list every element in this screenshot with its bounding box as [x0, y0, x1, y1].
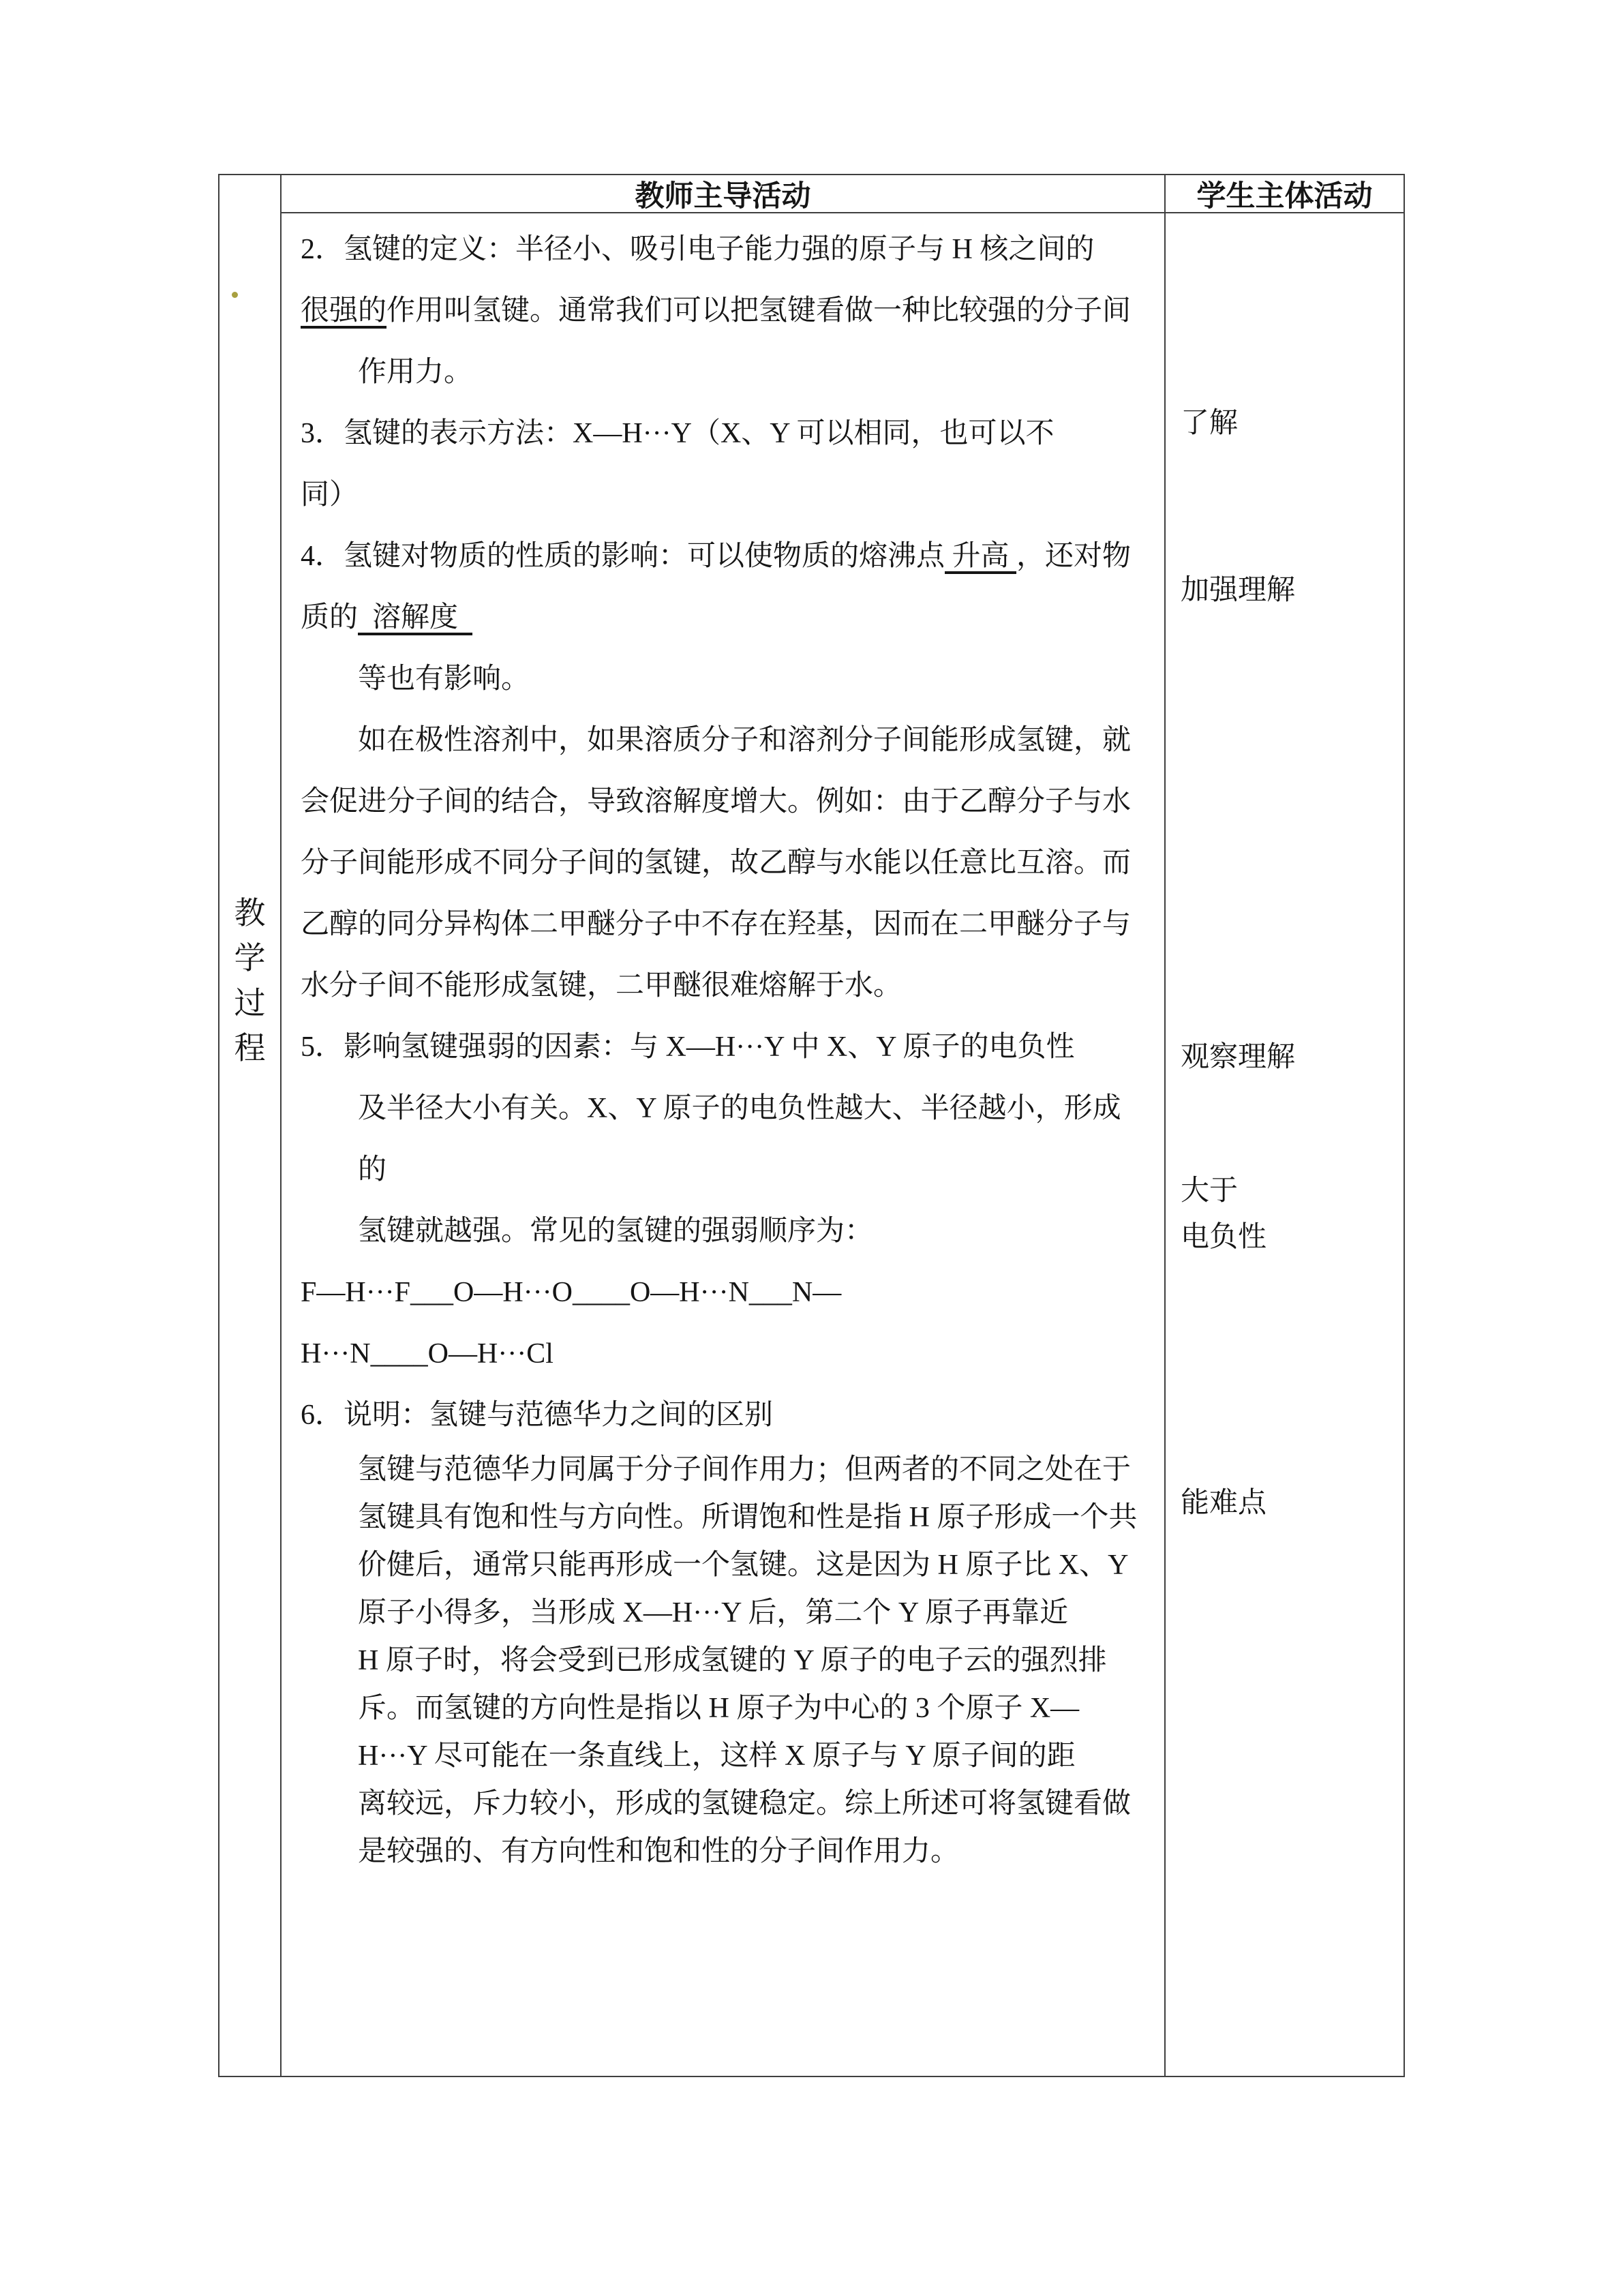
text-line [301, 280, 1148, 342]
vertical-label-char: 教 [234, 896, 266, 931]
student-note: 加强理解 [1181, 575, 1296, 606]
text-segment: H···N [301, 1338, 371, 1370]
text-segment: 及半径大小有关。X、Y 原子的电负性越大、半径越小，形成的 [358, 1093, 1121, 1185]
text-line [301, 587, 1148, 648]
text-segment: ____ [572, 1277, 630, 1308]
text-segment: 如在极性溶剂中，如果溶质分子和溶剂分子间能形成氢键，就 [358, 725, 1132, 756]
text-segment: 斥。而氢键的方向性是指以 H 原子为中心的 3 个原子 X— [358, 1693, 1080, 1724]
teacher-activity-header: 教师主导活动 [282, 175, 1164, 213]
left-column-label [219, 891, 280, 1071]
student-note: 能难点 [1181, 1487, 1267, 1519]
text-line [301, 710, 1148, 771]
text-segment: 3．氢键的表示方法：X—H···Y（X、Y 可以相同，也可以不 [301, 418, 1055, 449]
underlined-text: 升高 [945, 541, 1017, 572]
text-line [301, 1200, 1148, 1262]
text-segment: 分子间能形成不同分子间的氢键，故乙醇与水能以任意比互溶。而 [301, 847, 1132, 879]
text-segment: 作用叫氢键。通常我们可以把氢键看做一种比较强的分子间 [386, 295, 1132, 327]
text-line [301, 526, 1148, 587]
student-note: 观察理解 [1181, 1042, 1296, 1073]
student-activity-column [1166, 175, 1404, 2076]
text-segment: 4．氢键对物质的性质的影响：可以使物质的熔沸点 [301, 541, 945, 572]
text-segment: 价健后，通常只能再形成一个氢键。这是因为 H 原子比 X、Y [358, 1550, 1129, 1581]
teaching-process-column [219, 175, 282, 2076]
text-segment: 5．影响氢键强弱的因素：与 X—H···Y 中 X、Y 原子的电负性 [301, 1031, 1075, 1063]
text-segment: 氢键与范德华力同属于分子间作用力；但两者的不同之处在于 [358, 1454, 1132, 1485]
text-line [301, 1828, 1148, 1875]
text-line [301, 1078, 1148, 1200]
vertical-label-char: 程 [234, 1031, 266, 1066]
text-line [301, 342, 1148, 403]
text-line [301, 1732, 1148, 1780]
student-notes-area [1166, 213, 1404, 2076]
text-line [301, 771, 1148, 832]
text-segment: O—H···N [629, 1277, 749, 1308]
text-segment: 离较远，斥力较小，形成的氢键稳定。综上所述可将氢键看做 [358, 1788, 1132, 1819]
stray-mark-dot [232, 292, 238, 298]
text-segment: 2．氢键的定义：半径小、吸引电子能力强的原子与 H 核之间的 [301, 234, 1095, 265]
text-line [301, 832, 1148, 894]
text-segment: ___ [410, 1277, 454, 1308]
text-segment: 水分子间不能形成氢键，二甲醚很难熔解于水。 [301, 970, 902, 1001]
text-segment: 同） [301, 479, 359, 511]
teacher-activity-body [282, 213, 1164, 1875]
text-line [301, 1541, 1148, 1589]
text-segment: ___ [748, 1277, 792, 1308]
text-segment: 6．说明：氢键与范德华力之间的区别 [301, 1400, 774, 1431]
vertical-label-char: 过 [234, 986, 266, 1021]
text-line [301, 1494, 1148, 1541]
text-segment: 乙醇的同分异构体二甲醚分子中不存在羟基，因而在二甲醚分子与 [301, 909, 1132, 940]
text-line [301, 1016, 1148, 1078]
text-line [301, 1637, 1148, 1685]
text-line [301, 955, 1148, 1016]
text-segment: H···Y 尽可能在一条直线上，这样 X 原子与 Y 原子间的距 [358, 1740, 1076, 1772]
text-line [301, 648, 1148, 710]
text-segment: ，还对物 [1016, 541, 1132, 572]
student-note: 大于 [1181, 1175, 1239, 1207]
text-segment: F—H···F [301, 1277, 411, 1308]
student-note: 电负性 [1181, 1222, 1267, 1253]
underlined-text: 很强的 [301, 295, 387, 327]
text-segment: 氢键就越强。常见的氢键的强弱顺序为： [358, 1215, 874, 1247]
text-line [301, 1685, 1148, 1732]
text-segment: ____ [370, 1338, 428, 1370]
text-line [301, 1589, 1148, 1637]
text-segment: O—H···Cl [427, 1338, 553, 1370]
text-segment: 原子小得多，当形成 X—H···Y 后，第二个 Y 原子再靠近 [358, 1597, 1069, 1629]
text-line [301, 894, 1148, 955]
text-segment: N— [791, 1277, 842, 1308]
student-note: 了解 [1181, 408, 1239, 439]
text-line [301, 1323, 1148, 1385]
text-segment: 作用力。 [358, 357, 473, 388]
teacher-activity-column [282, 175, 1166, 2076]
text-line [301, 219, 1148, 280]
text-segment: O—H···O [453, 1277, 573, 1308]
vertical-label-char: 学 [234, 941, 266, 976]
text-line [301, 1262, 1148, 1323]
text-line [301, 1385, 1148, 1446]
text-segment: H 原子时，将会受到已形成氢键的 Y 原子的电子云的强烈排 [358, 1645, 1107, 1676]
text-segment: 质的 [301, 602, 359, 633]
text-line [301, 1780, 1148, 1828]
text-segment: 氢键具有饱和性与方向性。所谓饱和性是指 H 原子形成一个共 [358, 1502, 1138, 1533]
text-segment: 会促进分子间的结合，导致溶解度增大。例如：由于乙醇分子与水 [301, 786, 1132, 817]
text-segment: 是较强的、有方向性和饱和性的分子间作用力。 [358, 1836, 960, 1867]
underlined-text: 溶解度 [358, 602, 473, 633]
student-activity-header: 学生主体活动 [1166, 175, 1404, 213]
text-line [301, 1446, 1148, 1494]
lesson-plan-table [218, 174, 1405, 2077]
text-segment: 等也有影响。 [358, 663, 530, 695]
text-line [301, 403, 1148, 464]
text-line [301, 464, 1148, 526]
